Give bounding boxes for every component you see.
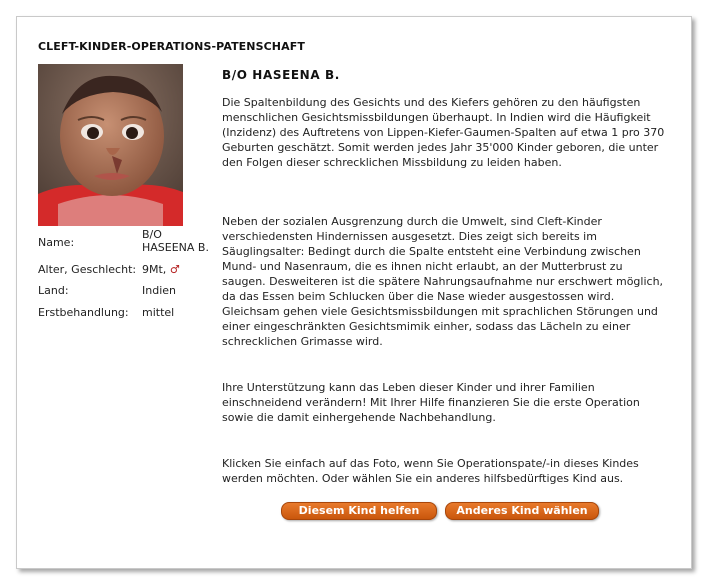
name-value: B/O HASEENA B. <box>142 228 209 254</box>
paragraph-intro: Die Spaltenbildung des Gesichts und des Kiefers gehören zu den häufigsten menschlichen Gesichtsmissbildungen überhaupt. In Indien wird die Häufigkeit (Inzidenz) des Auftretens von Lippen-Kiefer-Gaumen-Spalten auf etwa 1 pro 370 Geburten geschätzt. Somit werden jedes Jahr 35'000 Kinder geboren, die unter den Folgen dieser schrecklichen Missbildung zu leiden haben. <box>222 96 665 169</box>
choose-other-child-button[interactable]: Anderes Kind wählen <box>445 502 599 520</box>
page-heading: CLEFT-KINDER-OPERATIONS-PATENSCHAFT <box>38 40 305 53</box>
age-label: Alter, Geschlecht: <box>38 263 137 276</box>
male-symbol-icon: ♂ <box>169 263 180 276</box>
child-photo[interactable] <box>38 64 183 226</box>
country-value: Indien <box>142 284 176 297</box>
help-child-button[interactable]: Diesem Kind helfen <box>281 502 437 520</box>
child-portrait-image <box>38 64 183 226</box>
treatment-value: mittel <box>142 306 175 319</box>
treatment-label: Erstbehandlung: <box>38 306 129 319</box>
country-label: Land: <box>38 284 69 297</box>
paragraph-obstacles: Neben der sozialen Ausgrenzung durch die Umwelt, sind Cleft-Kinder verschiedensten Hindernissen ausgesetzt. Dies zeigt sich bereits im Säuglingsalter: Bedingt durch die Spalte entsteht eine Verbindung zwischen Mund- und Nasenraum, die es ihnen nicht erlaubt, an der Mutterbrust zu saugen. Desweiteren ist die spätere Nahrungsaufnahme nur erschwert möglich, da das Essen beim Schlucken über die Nase wieder ausgestossen wird. Gleichsam gehen viele Gesichtsmissbildungen mit sprachlichen Störungen und einer eingeschränkten Gesichtsmimik einher, sodass das Lächeln zu einer schrecklichen Grimasse wird. <box>222 215 664 348</box>
child-name-title: B/O HASEENA B. <box>222 68 340 82</box>
paragraph-instructions: Klicken Sie einfach auf das Foto, wenn Sie Operationspate/-in dieses Kindes werden möchten. Oder wählen Sie ein anderes hilfsbedürftiges Kind aus. <box>222 457 639 485</box>
age-value <box>142 263 180 276</box>
age-text: 9Mt, <box>142 263 167 276</box>
name-label: Name: <box>38 236 75 249</box>
paragraph-support: Ihre Unterstützung kann das Leben dieser Kinder und ihrer Familien einschneidend verändern! Mit Ihrer Hilfe finanzieren Sie die erste Operation sowie die damit einhergehende Nachbehandlung. <box>222 381 640 424</box>
